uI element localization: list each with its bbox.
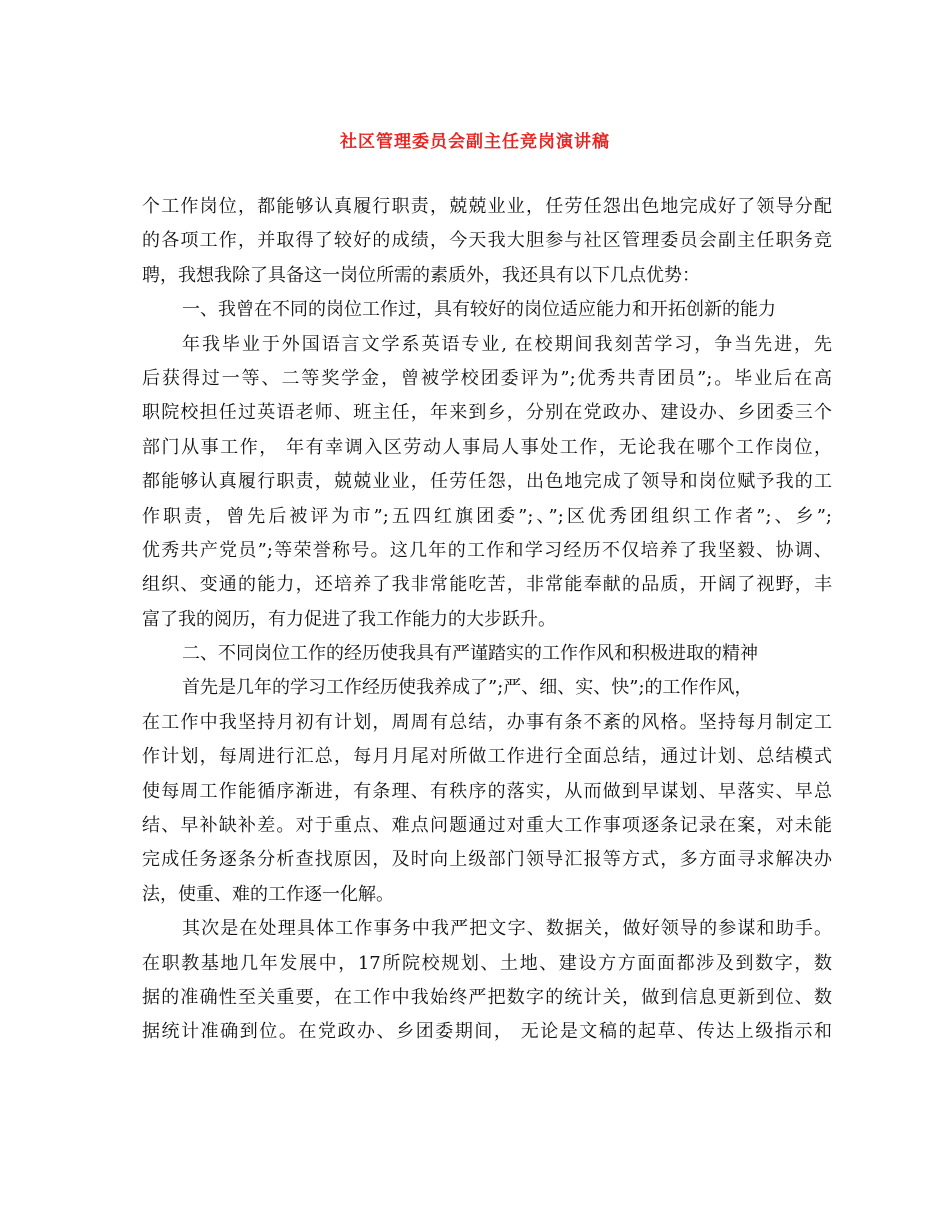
text-line: 据统计准确到位。在党政办、乡团委期间， 无论是文稿的起草、传达上级指示和 [142, 1021, 832, 1043]
text-line: 职院校担任过英语老师、班主任，年来到乡，分别在党政办、建设办、乡团委三个 [142, 402, 832, 424]
text-line: 使每周工作能循序渐进，有条理、有秩序的落实，从而做到早谋划、早落实、早总 [142, 780, 832, 802]
text-line: 首先是几年的学习工作经历使我养成了”;严、细、实、快”;的工作作风， [182, 677, 753, 699]
text-line: 富了我的阅历，有力促进了我工作能力的大步跃升。 [142, 608, 556, 630]
text-line: 其次是在处理具体工作事务中我严把文字、数据关，做好领导的参谋和助手。 [182, 918, 832, 940]
document-body [142, 190, 832, 1050]
text-line: 的各项工作，并取得了较好的成绩，今天我大胆参与社区管理委员会副主任职务竞 [142, 230, 832, 252]
text-line: 部门从事工作， 年有幸调入区劳动人事局人事处工作，无论我在哪个工作岗位， [142, 436, 832, 458]
text-line: 组织、变通的能力，还培养了我非常能吃苦，非常能奉献的品质，开阔了视野，丰 [142, 574, 832, 596]
text-line: 完成任务逐条分析查找原因，及时向上级部门领导汇报等方式，多方面寻求解决办 [142, 849, 832, 871]
text-line: 二、不同岗位工作的经历使我具有严谨踏实的工作作风和积极进取的精神 [182, 643, 758, 665]
text-line: 在职教基地几年发展中，17所院校规划、土地、建设方方面面都涉及到数字，数 [142, 952, 832, 974]
text-line: 作职责，曾先后被评为市”;五四红旗团委”;、”;区优秀团组织工作者”;、乡”; [142, 505, 832, 527]
text-line: 个工作岗位，都能够认真履行职责，兢兢业业，任劳任怨出色地完成好了领导分配 [142, 196, 832, 217]
text-line: 年我毕业于外国语言文学系英语专业, 在校期间我刻苦学习，争当先进，先 [182, 333, 832, 355]
text-line: 都能够认真履行职责，兢兢业业，任劳任怨，出色地完成了领导和岗位赋予我的工 [142, 471, 832, 493]
text-line: 作计划，每周进行汇总，每月月尾对所做工作进行全面总结，通过计划、总结模式 [142, 746, 832, 768]
text-line: 优秀共产党员”;等荣誉称号。这几年的工作和学习经历不仅培养了我坚毅、协调、 [142, 539, 832, 561]
text-line: 聘，我想我除了具备这一岗位所需的素质外，我还具有以下几点优势： [142, 264, 700, 286]
text-line: 法，使重、难的工作逐一化解。 [142, 883, 394, 905]
text-line: 一、我曾在不同的岗位工作过，具有较好的岗位适应能力和开拓创新的能力 [182, 299, 776, 321]
text-line: 据的准确性至关重要，在工作中我始终严把数字的统计关，做到信息更新到位、数 [142, 986, 832, 1008]
document-title: 社区管理委员会副主任竞岗演讲稿 [340, 132, 610, 152]
text-line: 在工作中我坚持月初有计划，周周有总结，办事有条不紊的风格。坚持每月制定工 [142, 711, 832, 733]
text-line: 结、早补缺补差。对于重点、难点问题通过对重大工作事项逐条记录在案，对未能 [142, 815, 832, 837]
text-line: 后获得过一等、二等奖学金，曾被学校团委评为”;优秀共青团员”;。毕业后在高 [142, 367, 832, 389]
